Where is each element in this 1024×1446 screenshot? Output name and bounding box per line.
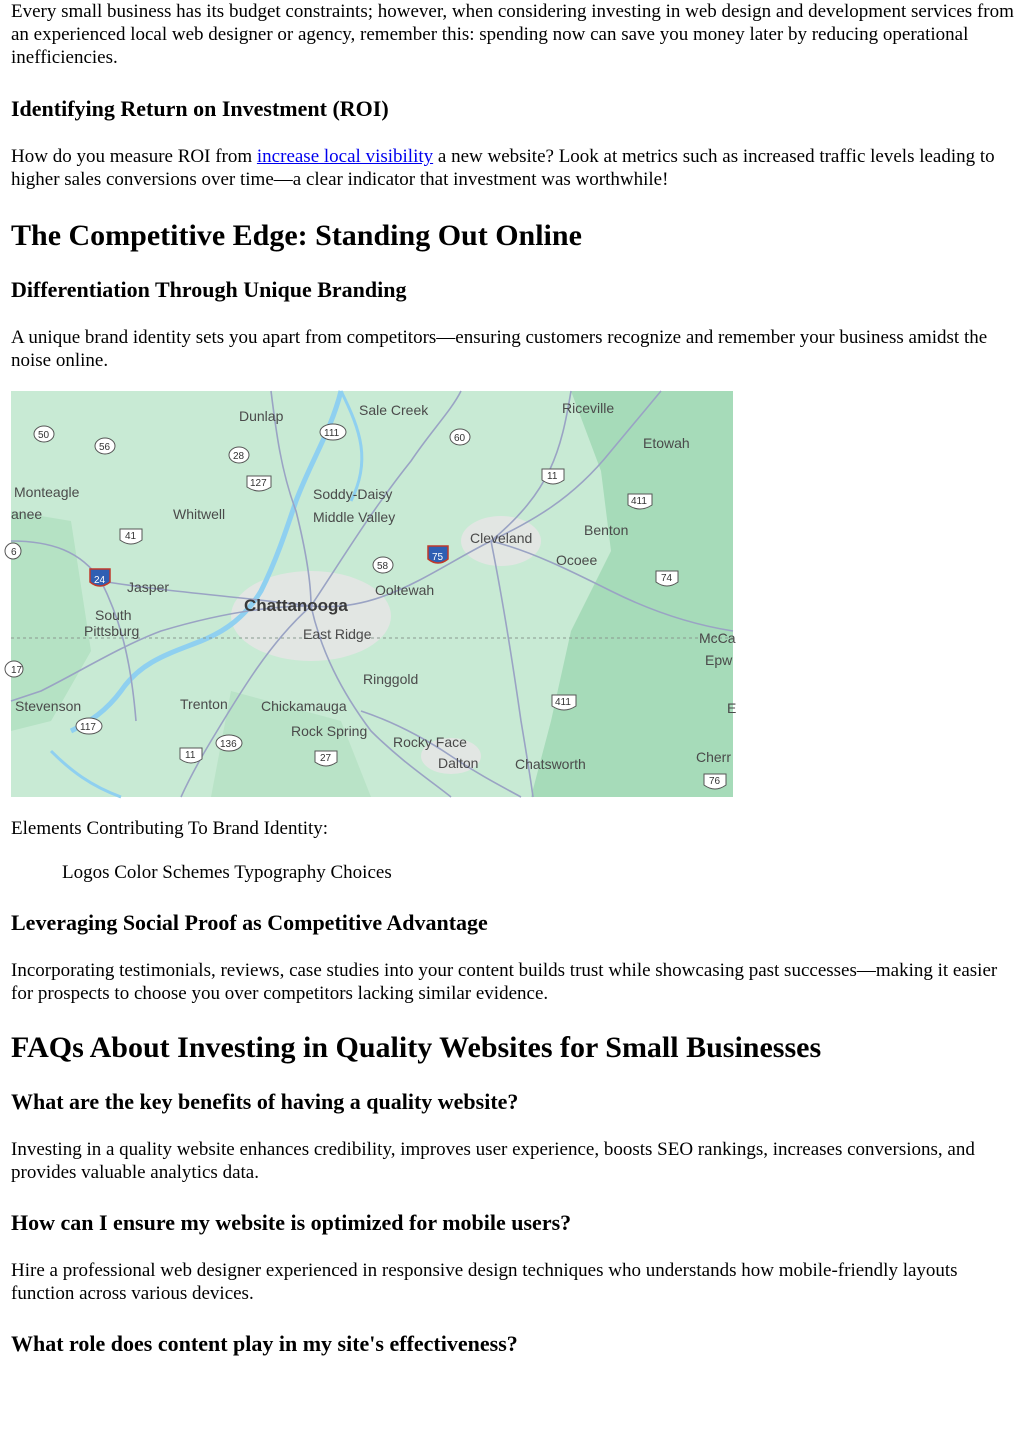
map-label-soddy-daisy: Soddy-Daisy (313, 486, 393, 502)
map-label-cleveland: Cleveland (470, 530, 533, 546)
map-label-jasper: Jasper (127, 579, 170, 595)
map-label-chattanooga: Chattanooga (244, 596, 348, 615)
faq-answer-2: Hire a professional web designer experienced in responsive design techniques who understands how mobile-friendly layouts function across various devices. (11, 1260, 958, 1304)
roi-heading: Identifying Return on Investment (ROI) (11, 96, 389, 121)
map-label-anee: anee (11, 506, 43, 522)
map-label-chickamauga: Chickamauga (261, 698, 347, 714)
map-label-cherr: Cherr (696, 749, 732, 765)
map-label-ringgold: Ringgold (363, 671, 419, 687)
branding-paragraph: A unique brand identity sets you apart from competitors—ensuring customers recognize and remember your business amidst the noise online. (11, 327, 988, 371)
map-label-mcc: McCa (699, 630, 736, 646)
map-urban-chattanooga (231, 571, 391, 661)
route-shield-136-label: 136 (220, 739, 237, 750)
faq-heading: FAQs About Investing in Quality Websites for Small Businesses (11, 1031, 822, 1064)
competitive-edge-heading: The Competitive Edge: Standing Out Online (11, 219, 582, 252)
map-label-pittsburg: Pittsburg (84, 623, 140, 639)
route-shield-11a-label: 11 (547, 471, 558, 482)
map-label-rock-spring: Rock Spring (291, 723, 368, 739)
route-shield-17-label: 17 (11, 665, 23, 676)
route-shield-127-label: 127 (250, 478, 267, 489)
intro-paragraph: Every small business has its budget constraints; however, when considering investing in web design and development services from an experienced local web designer or agency, remember this: spending now can save you money later by reducing operational inefficiencies. (11, 1, 1014, 68)
route-shield-111-label: 111 (324, 428, 340, 439)
route-shield-27-label: 27 (320, 753, 332, 764)
faq-question-2: How can I ensure my website is optimized for mobile users? (11, 1210, 572, 1235)
map-label-epw: Epw (705, 652, 733, 668)
route-shield-56-label: 56 (99, 442, 111, 453)
map-label-ocoee: Ocoee (556, 552, 598, 568)
social-proof-heading: Leveraging Social Proof as Competitive Advantage (11, 910, 488, 935)
map-label-ooltewah: Ooltewah (375, 582, 435, 598)
route-shield-75-label: 75 (432, 552, 444, 563)
map-label-dunlap: Dunlap (239, 408, 284, 424)
route-shield-76-label: 76 (709, 776, 721, 787)
route-shield-411b-label: 411 (555, 697, 571, 708)
route-shield-6-label: 6 (11, 547, 17, 558)
article-body (11, 0, 1014, 1357)
map-label-south: South (95, 607, 132, 623)
map-label-e: E (727, 700, 737, 716)
route-shield-58-label: 58 (377, 561, 389, 572)
social-proof-paragraph: Incorporating testimonials, reviews, case studies into your content builds trust while showcasing past successes—making it easier for prospects to choose you over competitors lacking similar evidence. (11, 960, 998, 1004)
faq-answer-1: Investing in a quality website enhances credibility, improves user experience, boosts SEO rankings, increases conversions, and provides valuable analytics data. (11, 1139, 975, 1183)
route-shield-28-label: 28 (233, 451, 245, 462)
increase-local-visibility-link[interactable]: increase local visibility (256, 146, 434, 167)
route-shield-117-label: 117 (80, 722, 96, 733)
map-label-stevenson: Stevenson (15, 698, 82, 714)
roi-paragraph (11, 145, 1014, 191)
map-label-chatsworth: Chatsworth (515, 756, 586, 772)
map-label-trenton: Trenton (180, 696, 228, 712)
map-image (11, 391, 737, 797)
map-label-middle-valley: Middle Valley (313, 509, 396, 525)
map-label-dalton: Dalton (438, 755, 479, 771)
route-shield-41-label: 41 (125, 531, 137, 542)
map-label-east-ridge: East Ridge (303, 626, 372, 642)
route-shield-11b-label: 11 (185, 750, 196, 761)
map-label-sale-creek: Sale Creek (359, 402, 429, 418)
branding-heading: Differentiation Through Unique Branding (11, 277, 407, 302)
map-label-monteagle: Monteagle (14, 484, 80, 500)
roi-text-before: How do you measure ROI from (11, 146, 257, 167)
faq-question-1: What are the key benefits of having a quality website? (11, 1089, 519, 1114)
brand-elements-list: Logos Color Schemes Typography Choices (62, 862, 392, 883)
map-label-etowah: Etowah (643, 435, 690, 451)
roi-text-after: a new website? Look at metrics such as increased traffic levels leading to higher sales conversions over time—a clear indicator that investment was worthwhile! (11, 146, 995, 190)
route-shield-60-label: 60 (454, 433, 466, 444)
route-shield-74-label: 74 (661, 573, 673, 584)
map-label-whitwell: Whitwell (173, 506, 226, 522)
route-shield-24-label: 24 (94, 575, 106, 586)
map-label-rocky-face: Rocky Face (393, 734, 467, 750)
faq-question-3: What role does content play in my site's effectiveness? (11, 1331, 518, 1356)
map-label-riceville: Riceville (562, 400, 615, 416)
map-label-benton: Benton (584, 522, 629, 538)
route-shield-50-label: 50 (38, 430, 50, 441)
brand-elements-label: Elements Contributing To Brand Identity: (11, 818, 329, 839)
route-shield-411a-label: 411 (631, 496, 647, 507)
